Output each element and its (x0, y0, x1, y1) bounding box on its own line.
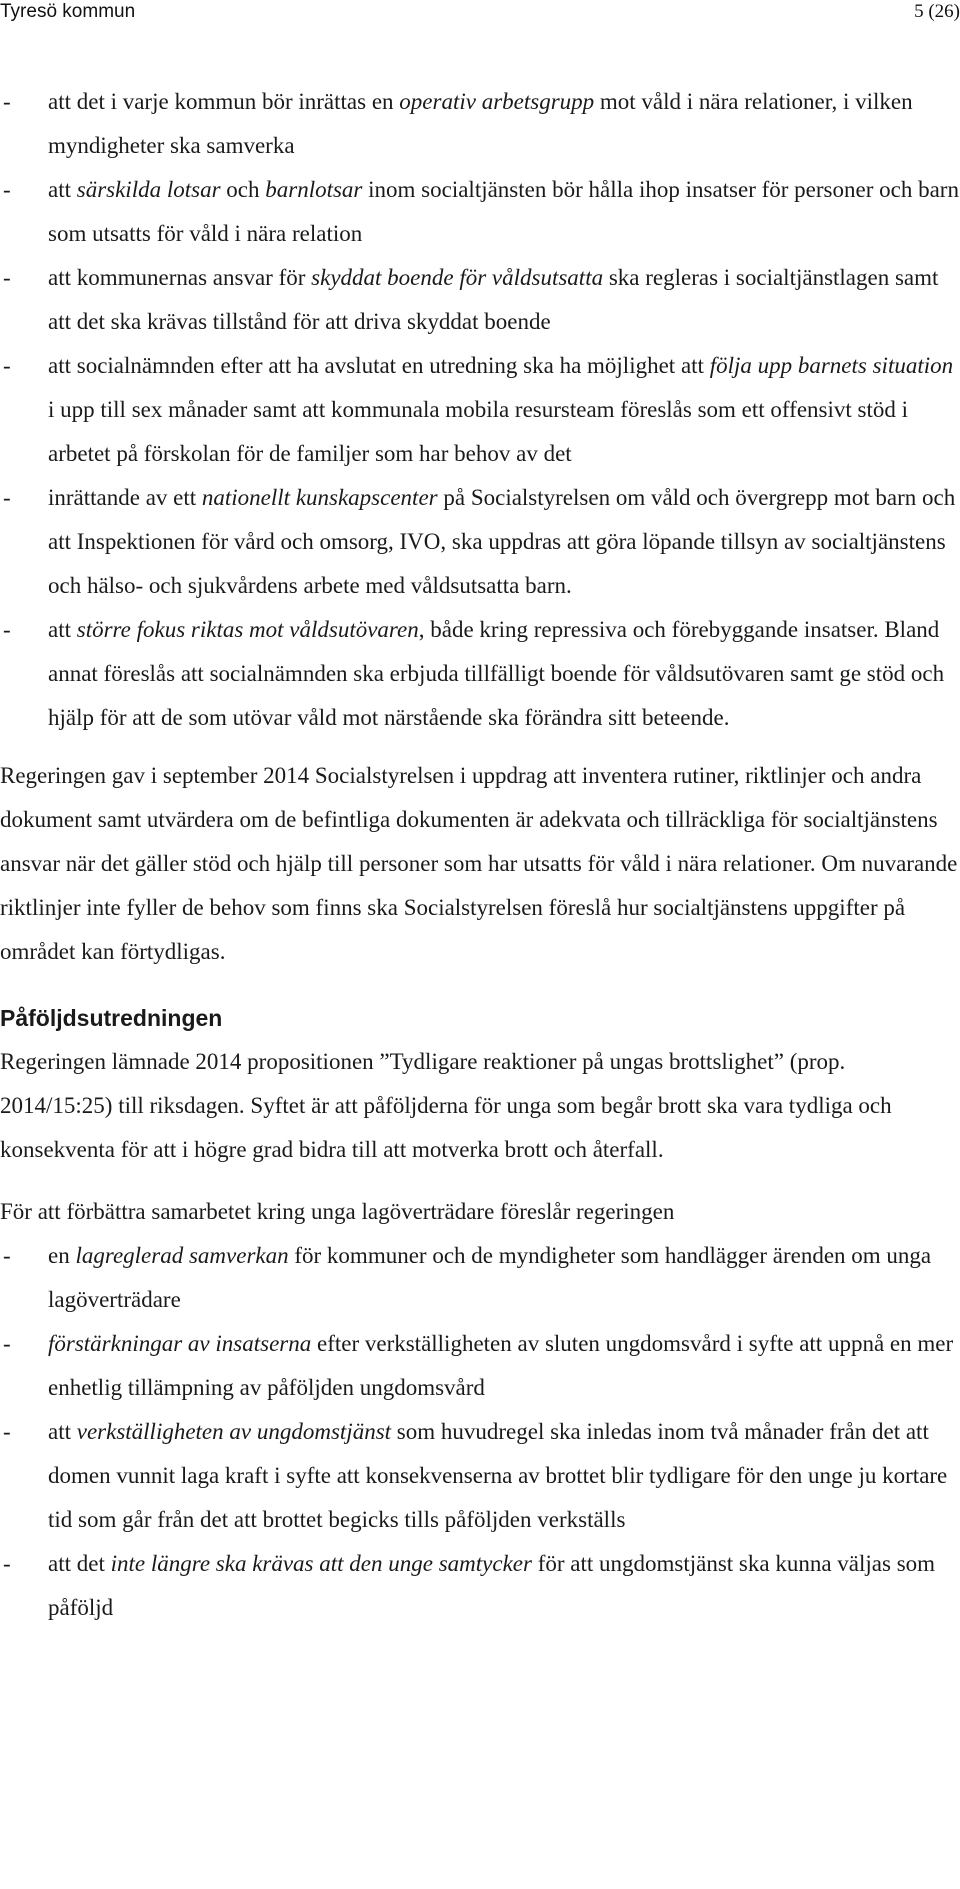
emphasized-text: följa upp barnets situation (709, 353, 954, 378)
emphasized-text: inte längre ska krävas att den unge samtycker (110, 1551, 532, 1576)
bullet-dash: - (3, 353, 11, 378)
list-item-text: på Socialstyrelsen om våld och övergrepp mot barn och att Inspektionen för vård och omsorg, IVO, ska uppdras att göra löpande tillsyn av socialtjänstens och hälso- och sjukvårdens arbete med våldsutsatta barn. (48, 485, 956, 598)
section-heading: Påföljdsutredningen (0, 1005, 223, 1031)
list-item-text: att det i varje kommun bör inrättas en (48, 89, 400, 114)
list-item (0, 256, 960, 344)
emphasized-text: större fokus riktas mot våldsutövaren (76, 617, 419, 642)
list-item (0, 1542, 960, 1630)
list-item (0, 476, 960, 608)
emphasized-text: särskilda lotsar (76, 177, 221, 202)
bullet-dash: - (3, 1331, 11, 1356)
list-item-text: en (48, 1243, 76, 1268)
bullet-dash: - (3, 89, 11, 114)
list-item-text: att socialnämnden efter att ha avslutat en utredning ska ha möjlighet att (48, 353, 710, 378)
header-page-number: 5 (26) (914, 1, 960, 22)
paragraph-proposition: Regeringen lämnade 2014 propositionen ”Tydligare reaktioner på ungas brottslighet” (prop. 2014/15:25) till riksdagen. Syftet är att påföljderna för unga som begår brott ska vara tydliga och konsekventa för att i högre grad bidra till att motverka brott och återfall. (0, 1049, 892, 1162)
list-item-text: inom socialtjänsten bör hålla ihop insatser för personer och barn som utsatts för våld i nära relation (48, 177, 959, 246)
emphasized-text: operativ arbetsgrupp (399, 89, 595, 114)
list-item (0, 344, 960, 476)
paragraph-cooperation-intro: För att förbättra samarbetet kring unga lagöverträdare föreslår regeringen (0, 1199, 675, 1224)
list-item (0, 1322, 960, 1410)
list-item-text: att (48, 1419, 77, 1444)
bullet-dash: - (3, 1243, 11, 1268)
list-item-text: efter verkställigheten av sluten ungdomsvård i syfte att uppnå en mer enhetlig tillämpning av påföljden ungdomsvård (48, 1331, 954, 1400)
list-item-text: för kommuner och de myndigheter som handlägger ärenden om unga lagöverträdare (48, 1243, 932, 1312)
list-item-text: som huvudregel ska inledas inom två månader från det att domen vunnit laga kraft i syfte att konsekvenserna av brottet blir tydligare för den unge ju kortare tid som går från det att brottet begicks tills påföljden verkställs (48, 1419, 948, 1532)
list-item-text: att det (48, 1551, 111, 1576)
emphasized-text: verkställigheten av ungdomstjänst (76, 1419, 392, 1444)
list-item-text: inrättande av ett (48, 485, 202, 510)
header-organization: Tyresö kommun (0, 1, 136, 22)
proposal-list-youth (0, 1234, 960, 1630)
emphasized-text: lagreglerad samverkan (75, 1243, 289, 1268)
bullet-dash: - (3, 177, 11, 202)
list-item (0, 1410, 960, 1542)
list-item (0, 608, 960, 740)
list-item (0, 80, 960, 168)
bullet-dash: - (3, 1551, 11, 1576)
list-item-text: mot våld i nära relationer, i vilken myndigheter ska samverka (48, 89, 913, 158)
proposal-list-violence (0, 80, 960, 740)
bullet-dash: - (3, 617, 11, 642)
bullet-dash: - (3, 1419, 11, 1444)
list-item (0, 168, 960, 256)
list-item-text: , både kring repressiva och förebyggande insatser. Bland annat föreslås att socialnämnden ska erbjuda tillfälligt boende för våldsutövaren samt ge stöd och hjälp för att de som utövar våld mot närstående ska förändra sitt beteende. (48, 617, 945, 730)
list-item (0, 1234, 960, 1322)
list-item-text: att (48, 177, 77, 202)
emphasized-text: skyddat boende för våldsutsatta (311, 265, 604, 290)
list-item-text: för att ungdomstjänst ska kunna väljas som påföljd (48, 1551, 936, 1620)
paragraph-socialstyrelsen: Regeringen gav i september 2014 Socialstyrelsen i uppdrag att inventera rutiner, riktlinjer och andra dokument samt utvärdera om de befintliga dokumenten är adekvata och tillräckliga för socialtjänstens ansvar när det gäller stöd och hjälp till personer som har utsatts för våld i nära relationer. Om nuvarande riktlinjer inte fyller de behov som finns ska Socialstyrelsen föreslå hur socialtjänstens uppgifter på området kan förtydligas. (0, 763, 958, 964)
bullet-dash: - (3, 265, 11, 290)
list-item-text: att kommunernas ansvar för (48, 265, 312, 290)
list-item-text: att (48, 617, 77, 642)
list-item-text: och (220, 177, 266, 202)
document-body (0, 80, 960, 1630)
list-item-text: ska regleras i socialtjänstlagen samt att det ska krävas tillstånd för att driva skyddat boende (48, 265, 939, 334)
emphasized-text: nationellt kunskapscenter (201, 485, 438, 510)
list-item-text: i upp till sex månader samt att kommunala mobila resursteam föreslås som ett offensivt stöd i arbetet på förskolan för de familjer som har behov av det (48, 397, 908, 466)
emphasized-text: förstärkningar av insatserna (48, 1331, 312, 1356)
emphasized-text: barnlotsar (265, 177, 363, 202)
bullet-dash: - (3, 485, 11, 510)
